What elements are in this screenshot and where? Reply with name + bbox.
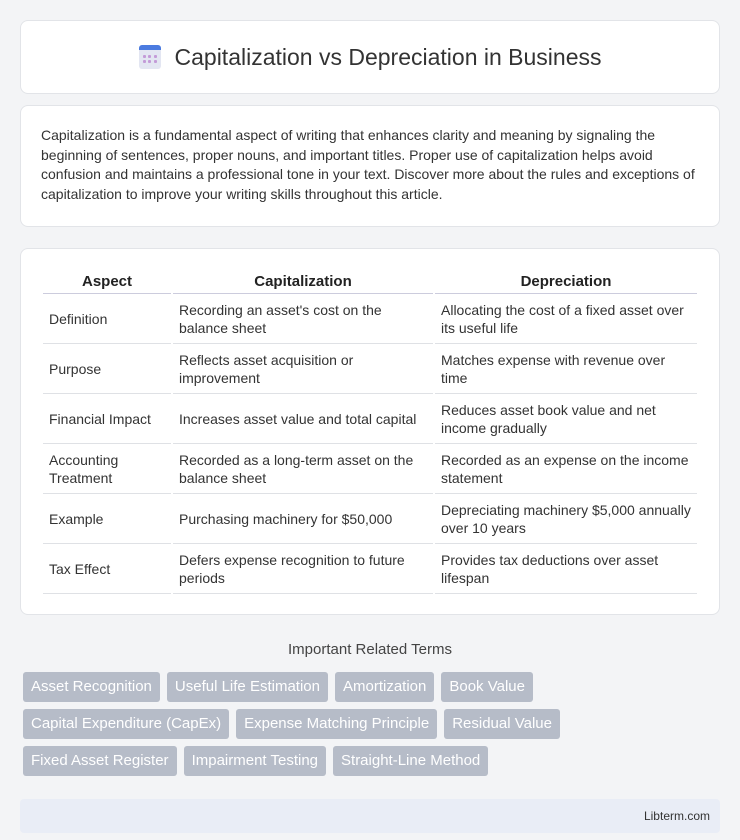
header-capitalization: Capitalization: [173, 269, 433, 294]
table-row: [43, 444, 697, 494]
cell-depreciation: Reduces asset book value and net income gradually: [435, 394, 697, 444]
cell-aspect: Purpose: [43, 344, 171, 394]
related-term-tag[interactable]: Useful Life Estimation: [167, 672, 328, 702]
related-term-tag[interactable]: Straight-Line Method: [333, 746, 488, 776]
cell-capitalization: Recorded as a long-term asset on the balance sheet: [173, 444, 433, 494]
cell-capitalization: Reflects asset acquisition or improvement: [173, 344, 433, 394]
calendar-icon: [139, 45, 161, 69]
header-aspect: Aspect: [43, 269, 171, 294]
related-term-tag[interactable]: Expense Matching Principle: [236, 709, 437, 739]
related-term-tag[interactable]: Asset Recognition: [23, 672, 160, 702]
table-row: [43, 394, 697, 444]
cell-aspect: Tax Effect: [43, 544, 171, 594]
comparison-table: [41, 269, 699, 594]
related-terms-title: Important Related Terms: [288, 641, 452, 658]
related-term-tag[interactable]: Amortization: [335, 672, 434, 702]
cell-capitalization: Purchasing machinery for $50,000: [173, 494, 433, 544]
footer-site-link[interactable]: Libterm.com: [643, 809, 710, 823]
cell-aspect: Accounting Treatment: [43, 444, 171, 494]
cell-capitalization: Increases asset value and total capital: [173, 394, 433, 444]
intro-text: Capitalization is a fundamental aspect of writing that enhances clarity and meaning by signaling the beginning of sentences, proper nouns, and important titles. Proper use of capitalization helps avoid confusion and maintains a professional tone in your text. Discover more about the rules and exceptions of capitalization to improve your writing skills throughout this article.: [41, 127, 695, 202]
page-title: Capitalization vs Depreciation in Business: [174, 43, 602, 70]
intro-card: [20, 105, 720, 227]
cell-capitalization: Recording an asset's cost on the balance sheet: [173, 294, 433, 344]
page-header: [20, 20, 720, 94]
cell-capitalization: Defers expense recognition to future periods: [173, 544, 433, 594]
comparison-card: [20, 248, 720, 615]
related-term-tag[interactable]: Impairment Testing: [184, 746, 326, 776]
related-term-tag[interactable]: Fixed Asset Register: [23, 746, 177, 776]
related-term-tag[interactable]: Residual Value: [444, 709, 560, 739]
related-terms-list: [20, 672, 720, 776]
table-header-row: [43, 269, 697, 294]
cell-depreciation: Recorded as an expense on the income statement: [435, 444, 697, 494]
footer: [20, 799, 720, 833]
cell-depreciation: Matches expense with revenue over time: [435, 344, 697, 394]
cell-aspect: Financial Impact: [43, 394, 171, 444]
cell-depreciation: Provides tax deductions over asset lifespan: [435, 544, 697, 594]
table-row: [43, 544, 697, 594]
cell-depreciation: Allocating the cost of a fixed asset over its useful life: [435, 294, 697, 344]
related-term-tag[interactable]: Capital Expenditure (CapEx): [23, 709, 229, 739]
table-row: [43, 494, 697, 544]
header-depreciation: Depreciation: [435, 269, 697, 294]
table-row: [43, 294, 697, 344]
cell-aspect: Example: [43, 494, 171, 544]
cell-aspect: Definition: [43, 294, 171, 344]
cell-depreciation: Depreciating machinery $5,000 annually over 10 years: [435, 494, 697, 544]
related-term-tag[interactable]: Book Value: [441, 672, 533, 702]
table-row: [43, 344, 697, 394]
